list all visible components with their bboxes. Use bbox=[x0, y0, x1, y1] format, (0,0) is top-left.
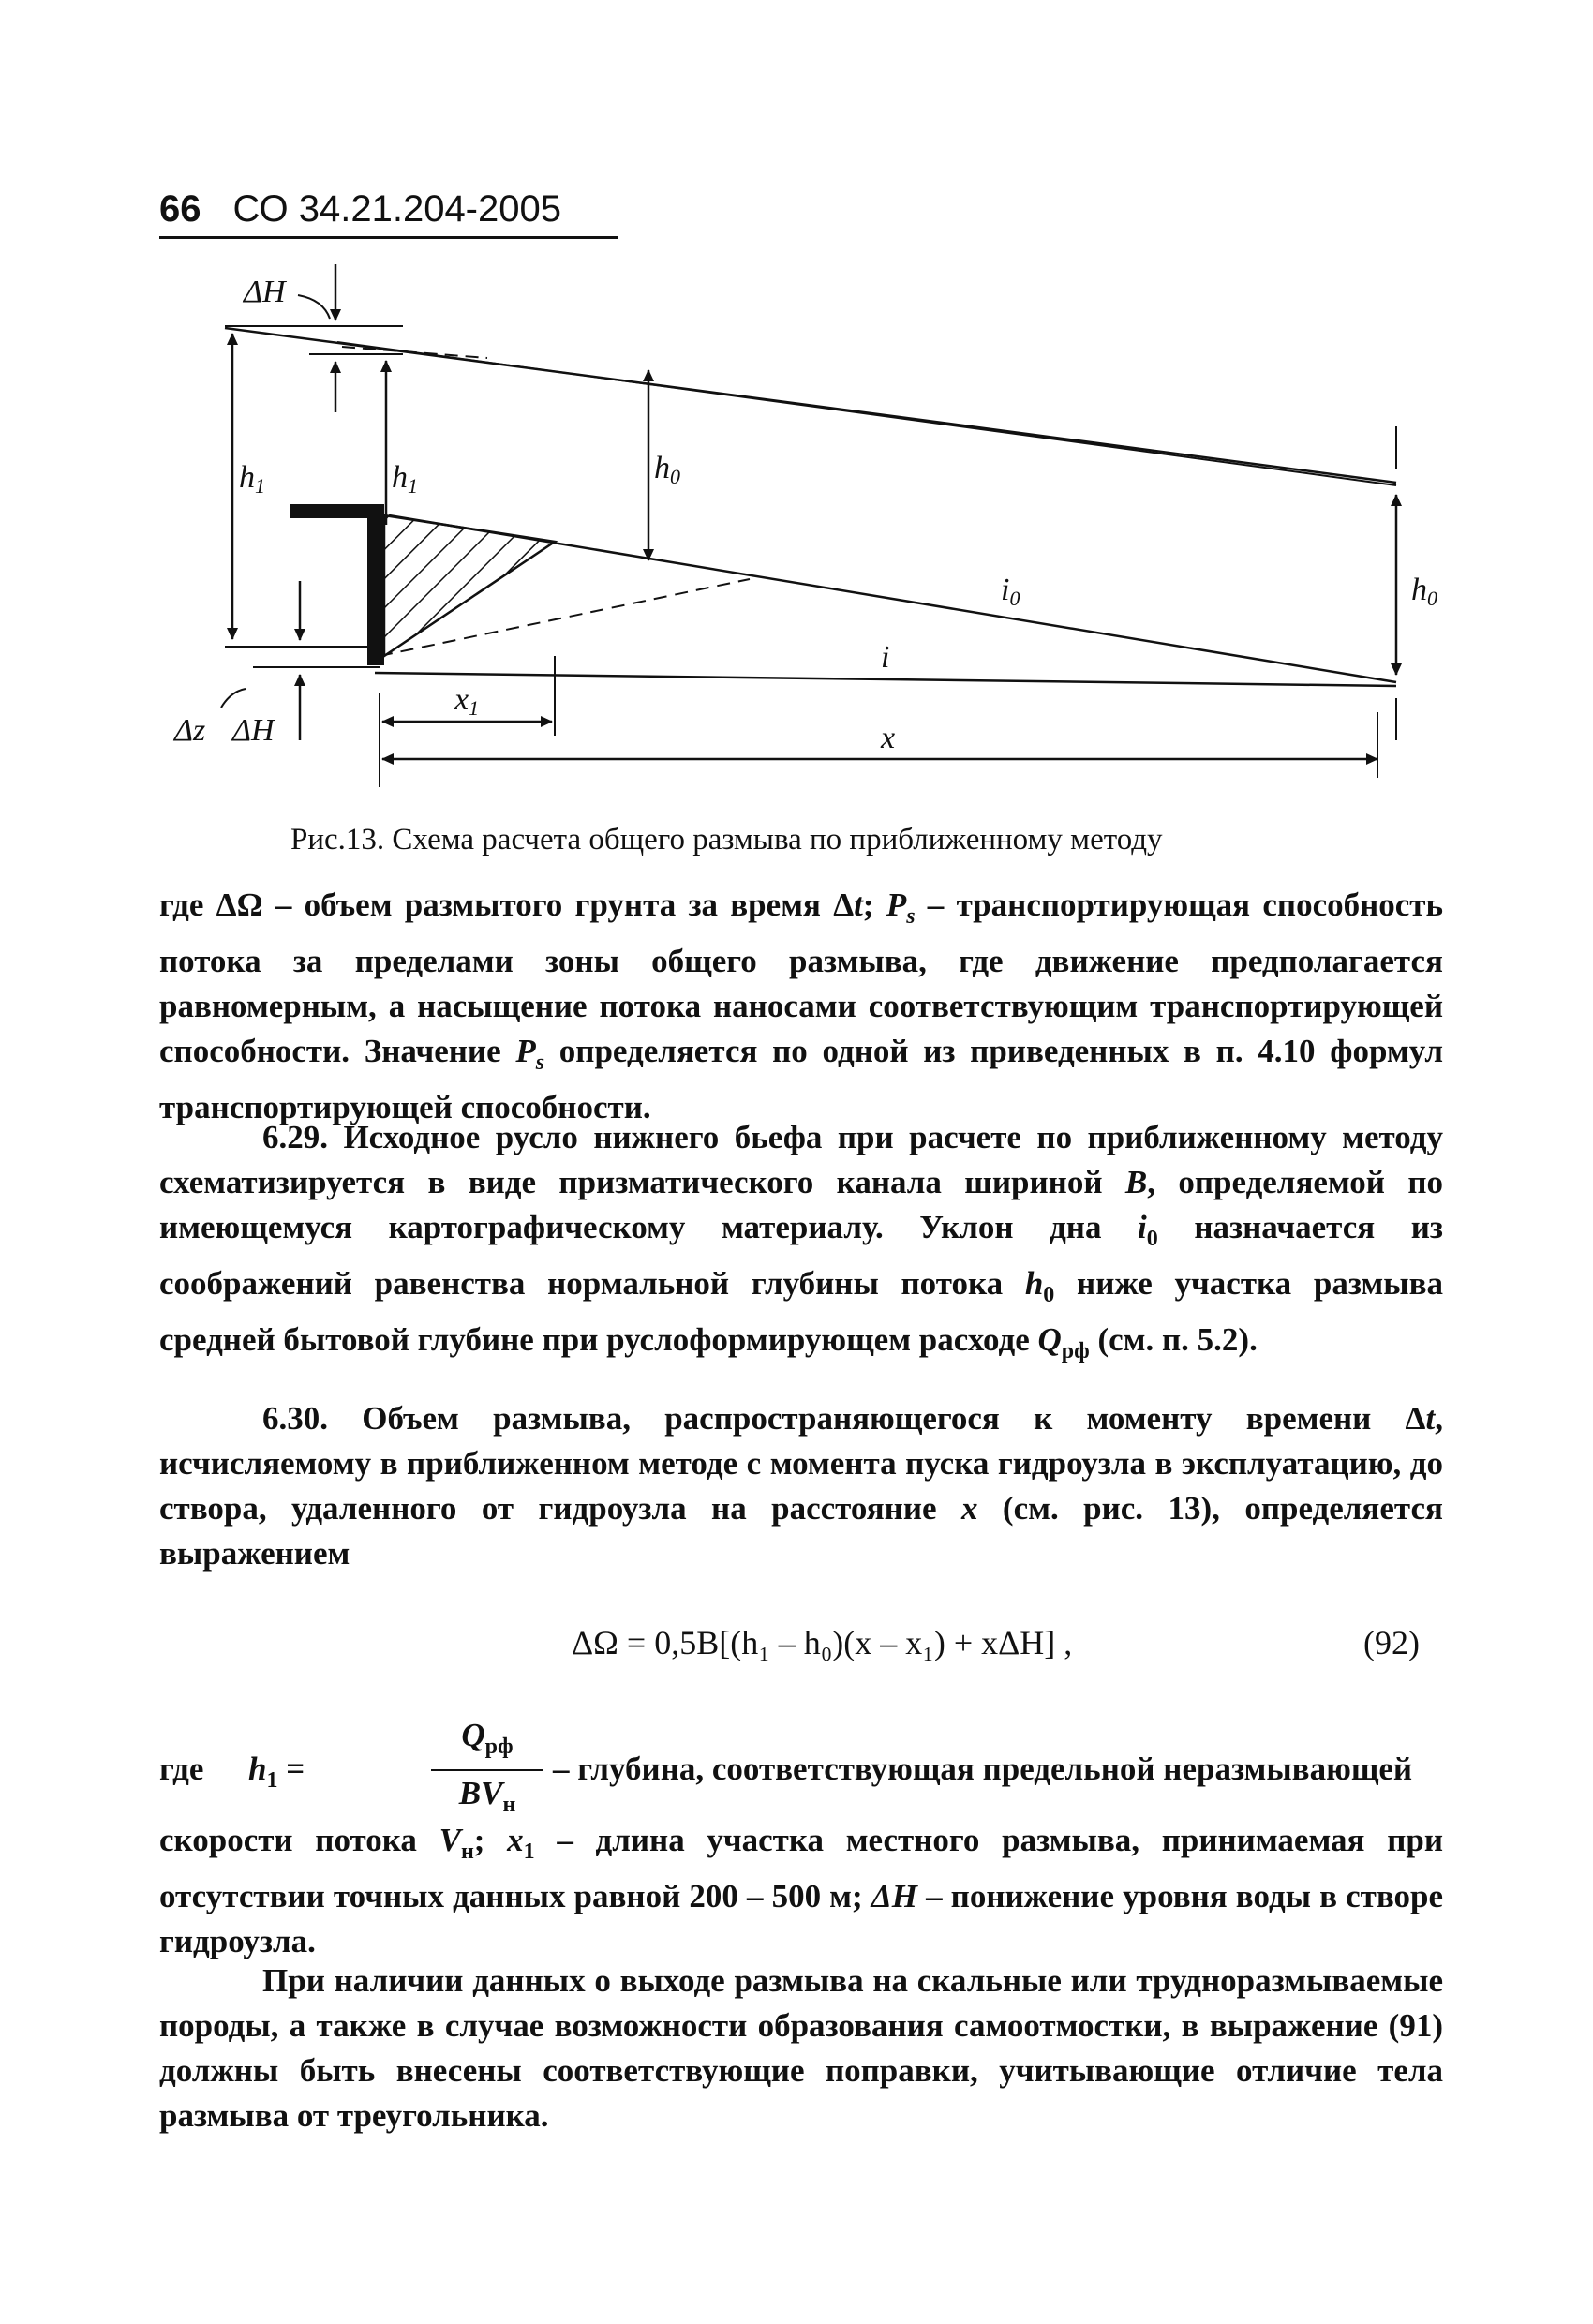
water-surface-line-lowered bbox=[337, 342, 1396, 485]
dh-top-leader bbox=[298, 295, 330, 319]
label-i: i bbox=[881, 640, 890, 675]
where-h1-line: где $h_1$ = $Q_{рф}$ $BV_н$ – глубина, соответствующая предельной неразмывающей bbox=[159, 1715, 1443, 1818]
label-dh-top: ΔH bbox=[244, 275, 286, 309]
paragraph-corrections: При наличии данных о выходе размыва на скальные или трудноразмываемые породы, а также в случае возможности образования самоотмостки, в выражение (91) должны быть внесены соответствующие поправки, учитывающие отличие тела размыва от треугольника. bbox=[159, 1962, 1443, 2134]
water-surface-dashed bbox=[342, 347, 487, 358]
fraction-h1: $Q_{рф}$ $BV_н$ bbox=[431, 1715, 543, 1825]
formula-92: ΔΩ = 0,5B[(h₁ – h₀)(x – x₁) + xΔH] , bbox=[572, 1624, 1073, 1661]
document-code: СО 34.21.204-2005 bbox=[232, 188, 561, 230]
label-x1: x1 bbox=[454, 682, 480, 720]
label-h0-right: h0 bbox=[1411, 573, 1437, 610]
label-h0-mid: h0 bbox=[654, 451, 680, 488]
paragraph-where-continued: скорости потока $V_н$; $x_1$ – длина участка местного размыва, принимаемая при отсутствии точных данных равной 200 – 500 м; ΔH – понижение уровня воды в створе гидроузла. bbox=[159, 1822, 1444, 1959]
page-number: 66 bbox=[159, 188, 201, 230]
paragraph-6-29: 6.29. Исходное русло нижнего бьефа при расчете по приближенному методу схематизируется в виде призматического канала шириной B, определяемой по имеющемуся картографическому материалу. Уклон дна $i_0$ назначается из соображений равенства нормальной глубины потока $h_0$ ниже участка размыва средней бытовой глубине при руслоформирующем расходе $Q_{рф}$ (см. п. 5.2). bbox=[159, 1119, 1444, 1363]
bed-line-initial bbox=[375, 673, 1396, 686]
paragraph-definitions: где ΔΩ – объем размытого грунта за время Δt; $P_s$ – транспортирующая способность потока за пределами зоны общего размыва, где движение предполагается равномерным, а насыщение потока наносами соответствующим транспортирующей способности. Значение $P_s$ определяется по одной из приведенных в п. 4.10 формул транспортирующей способности. bbox=[159, 886, 1444, 1125]
formula-number: (92) bbox=[1363, 1624, 1420, 1661]
label-h1-left: h1 bbox=[239, 460, 265, 498]
scour-zone-hatched bbox=[384, 515, 555, 656]
label-dz: Δz bbox=[174, 713, 206, 748]
dz-leader bbox=[221, 689, 246, 708]
dam-wall bbox=[367, 504, 384, 665]
scour-scheme-figure bbox=[0, 0, 1593, 815]
paragraph-6-30: 6.30. Объем размыва, распространяющегося к моменту времени Δt, исчисляемому в приближенном методе с момента пуска гидроузла в эксплуатацию, до створа, удаленного от гидроузла на расстояние x (см. рис. 13), определяется выражением bbox=[159, 1400, 1443, 1572]
figure-caption: Рис.13. Схема расчета общего размыва по приближенному методу bbox=[290, 823, 1163, 857]
label-h1-mid: h1 bbox=[392, 460, 418, 498]
clause-number: 6.29. bbox=[262, 1119, 328, 1155]
label-x: x bbox=[881, 721, 896, 755]
label-i0: i0 bbox=[1001, 573, 1020, 610]
label-dh-bottom: ΔH bbox=[232, 713, 275, 748]
clause-number: 6.30. bbox=[262, 1400, 328, 1437]
